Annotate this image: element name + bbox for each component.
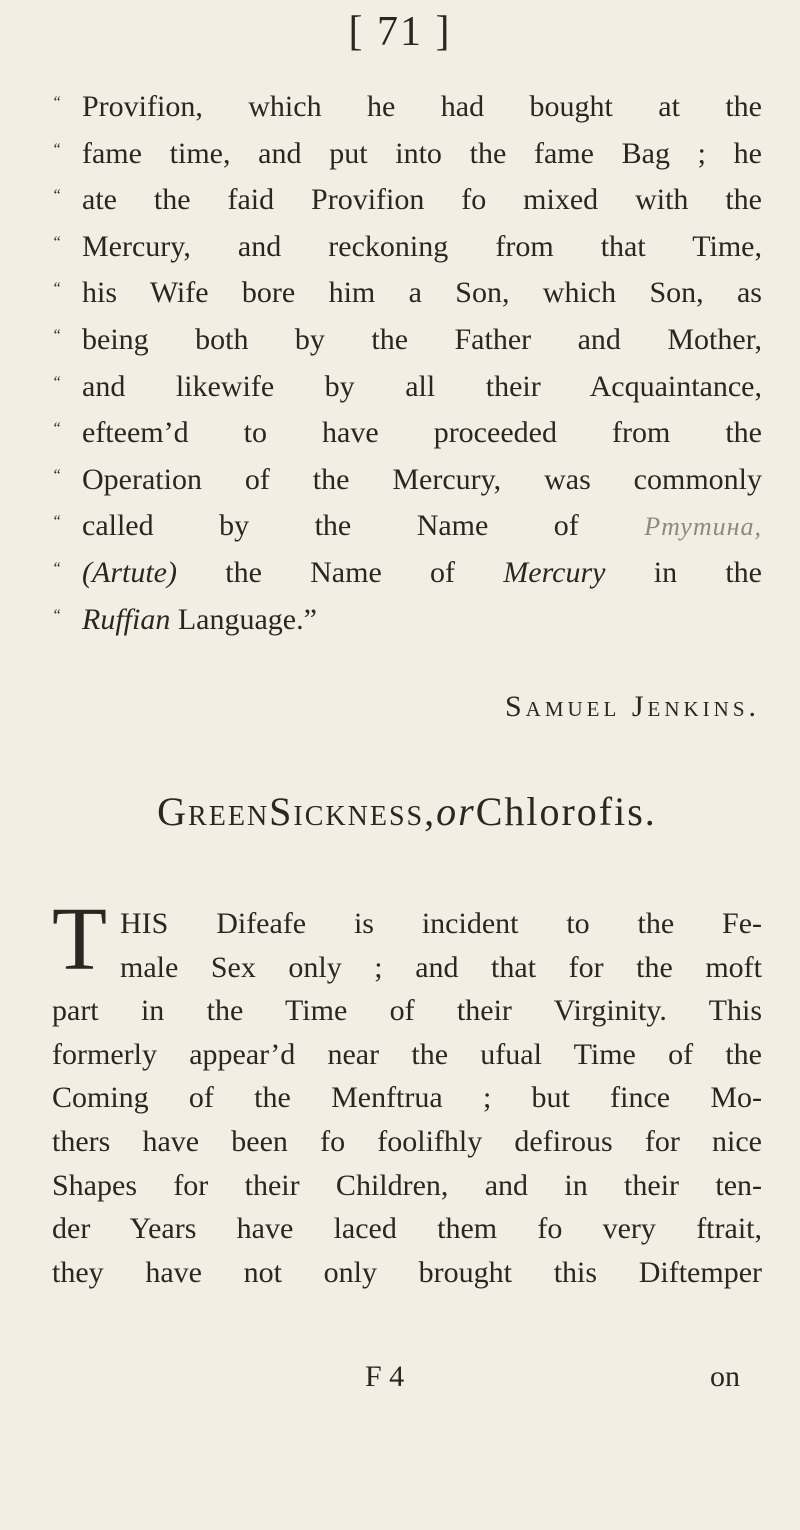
quote-line-text: ate the faid Provifion fo mixed with the: [82, 183, 762, 217]
quote-mark: “: [52, 513, 61, 531]
quote-mark: “: [52, 280, 61, 298]
quote-line: [52, 317, 762, 364]
quote-italic-ruffian: Ruffian: [82, 602, 171, 636]
quote-mark: “: [52, 466, 61, 484]
body-line: they have not only brought this Diftemper: [52, 1255, 762, 1289]
quote-mark: “: [52, 233, 61, 251]
quote-line-text: Provifion, which he had bought at the: [82, 90, 762, 123]
body-line: male Sex only ; and that for the moft: [120, 950, 762, 984]
quote-line-text: Operation of the Mercury, was commonly: [82, 462, 762, 496]
quote-line-text: called by the Name of: [82, 509, 579, 543]
body-line: der Years have laced them fo very ftrait,: [52, 1212, 762, 1246]
quote-italic-mercury: Mercury: [503, 555, 606, 589]
quote-line: [52, 224, 762, 271]
quote-line-text: being both by the Father and Mother,: [82, 322, 762, 356]
quote-mark: “: [52, 373, 61, 391]
quote-mark: “: [52, 140, 61, 158]
quotation-block: [52, 84, 762, 643]
body-line: Shapes for their Children, and in their ten-: [52, 1168, 762, 1202]
quote-line-text: efteem’d to have proceeded from the: [82, 416, 762, 450]
quote-line-text: Language.”: [177, 602, 317, 636]
quote-mark: “: [52, 94, 61, 111]
quote-mark: “: [52, 326, 61, 344]
page-number: [ 71 ]: [348, 9, 452, 55]
quote-line: [52, 364, 762, 411]
catchword: on: [710, 1360, 740, 1393]
quote-line-text: his Wife bore him a Son, which Son, as: [82, 276, 762, 310]
body-text: [52, 902, 762, 1294]
quote-line-text: fame time, and put into the fame Bag ; he: [82, 136, 762, 170]
quote-line: [52, 131, 762, 178]
quote-line-text: the Name of: [225, 555, 456, 589]
quote-line: [52, 177, 762, 224]
quote-line-text: Mercury, and reckoning from that Time,: [82, 229, 762, 263]
body-line: part in the Time of their Virginity. This: [52, 994, 762, 1028]
body-line: HIS Difeafe is incident to the Fe-: [120, 907, 762, 940]
quote-mark: “: [52, 559, 61, 577]
quote-line: [52, 410, 762, 457]
quote-line-text: and likewife by all their Acquaintance,: [82, 369, 762, 403]
quote-line-text: in the: [653, 555, 762, 589]
quote-mark: “: [52, 420, 61, 438]
body-line: Coming of the Menftrua ; but fince Mo-: [52, 1081, 762, 1115]
cyrillic-word: Ртутина,: [644, 512, 763, 542]
footer-line: [0, 1355, 800, 1399]
quote-line: [52, 550, 762, 597]
quote-line: [52, 503, 762, 550]
heading-or: or: [436, 789, 476, 834]
quote-line: [52, 457, 762, 504]
section-heading: [52, 788, 762, 835]
body-line: thers have been fo foolifhly defirous for nice: [52, 1124, 762, 1158]
signature-mark: F 4: [365, 1360, 405, 1393]
drop-cap: T: [52, 890, 107, 989]
quote-line: [52, 84, 762, 131]
quote-mark: “: [52, 606, 61, 624]
heading-tail: Chlorofis.: [475, 789, 657, 834]
quote-line: [52, 270, 762, 317]
author-signature: Samuel Jenkins.: [504, 690, 760, 723]
body-line: formerly appear’d near the ufual Time of the: [52, 1037, 762, 1071]
heading-main: GreenSickness,: [157, 789, 437, 834]
quote-mark: “: [52, 187, 61, 205]
quote-line: [52, 597, 762, 644]
quote-italic-artute: (Artute): [82, 555, 177, 589]
